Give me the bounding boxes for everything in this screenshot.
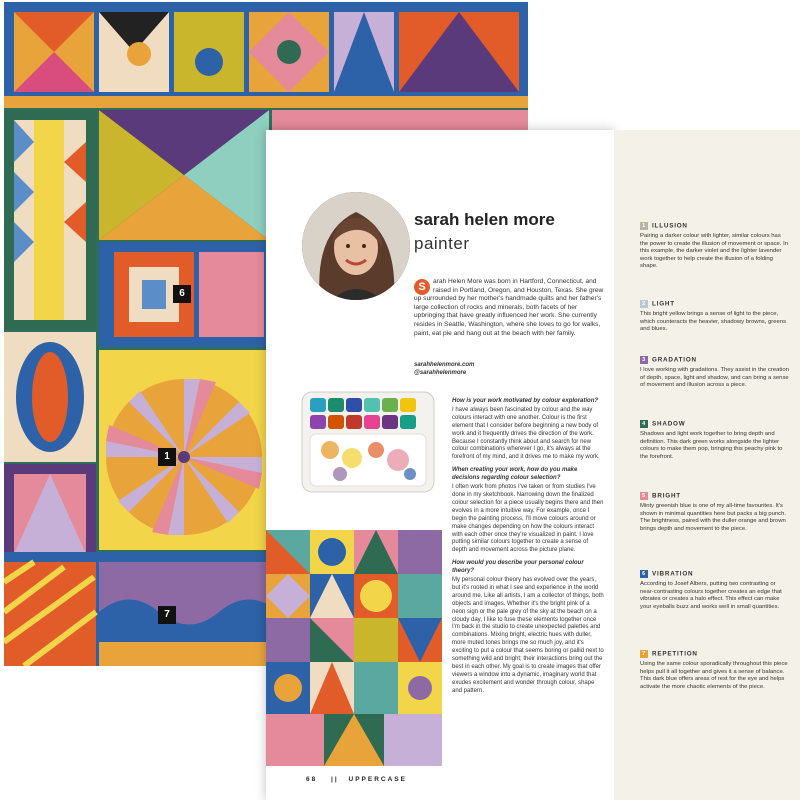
intro-text: arah Helen More was born in Hartford, Connecticut, and raised in Portland, Oregon, and Houston, Texas. She grew up surrounded by her mother's handmade quilts and her father's large collection of rocks and minerals, both facets of her upbringing that have greatly influenced her work. She currently resides in Seattle, Washington, where she loves to go for walks, paint, eat pie and hang out at the beach with her family. <box>414 278 604 337</box>
sidebar-item-text: Pairing a darker colour with lighter, similar colours has the power to create the illusion of movement or space. In this example, the darker violet and the lighter lavender work together to help create the illusion of a folding shape. <box>640 233 788 270</box>
painting-marker: 6 <box>173 285 191 303</box>
sidebar-item-title: VIBRATION <box>652 570 694 578</box>
artist-links <box>414 362 474 377</box>
drop-cap: S <box>414 279 430 295</box>
sidebar-item-title: BRIGHT <box>652 492 681 500</box>
qa-answer: I have always been fascinated by colour and the way colours interact with one another. Colour is the first element that I consider before beginning a new body of work and it frequently drives the direction of the work. Because I constantly think about and search for new colour combinations wherever I go, it's always at the forefront of my mind, and it drives me to make my work. <box>452 406 600 461</box>
magazine-page <box>266 130 614 800</box>
number-badge: 5 <box>640 492 648 500</box>
sidebar-item-title: SHADOW <box>652 420 686 428</box>
page-footer <box>306 776 407 783</box>
watercolor-palette-image <box>300 388 436 496</box>
sidebar-item-text: This bright yellow brings a sense of light to the piece, which counteracts the heavier, shadowy browns, greens and blues. <box>640 311 787 333</box>
qa-section <box>452 398 604 696</box>
pattern-artwork-image <box>266 530 442 766</box>
sidebar-item-text: Using the same colour sporadically throughout this piece helps pull it all together and gives it a sense of balance. This dark blue offers areas of rest for the eye and helps activate the more chaotic elements of the piece. <box>640 661 788 690</box>
sidebar-item-text: According to Josef Albers, putting two contrasting or near-contrasting colours together creates an edge that vibrates or creates a halo effect. This effect can make your eyeballs buzz and works well in small quantities. <box>640 581 782 610</box>
number-badge: 2 <box>640 300 648 308</box>
sidebar-item <box>640 222 790 271</box>
pattern-illustration <box>266 530 442 766</box>
sidebar-item <box>640 650 790 691</box>
page-number: 68 <box>306 776 318 783</box>
qa-answer: My personal colour theory has evolved over the years, but it's rooted in what I see and experience in the world around me. Like all artists, I am a collector of things, both objects and images. Whether it's the bright pink of a neon sign or the pale grey of the sky at the beach on a cloudy day, I like to fuse these elements together once I'm back in the studio to create unexpected palettes and combinations. Mixing bright, electric hues with duller, more muted tones brings me so much joy, and it's exciting to put a colour that seems boring or pallid next to something wild and bright; their interactions bring out the best in each other. My goal is to create images that offer viewers a window into a dynamic, imaginary world that exudes excitement and wonder through colour, shape and pattern. <box>452 577 604 694</box>
artist-handle[interactable]: @sarahhelenmore <box>414 369 467 376</box>
number-badge: 4 <box>640 420 648 428</box>
artist-website-link[interactable]: sarahhelenmore.com <box>414 362 475 368</box>
publication-name: UPPERCASE <box>348 776 407 783</box>
sidebar-item-title: GRADATION <box>652 356 697 364</box>
sidebar-item-text: Shadows and light work together to bring depth and definition. This dark green works alongside the lighter colours to make them pop, bringing this peachy pink to the forefront. <box>640 431 783 460</box>
intro-paragraph <box>414 278 604 338</box>
number-badge: 3 <box>640 356 648 364</box>
qa-answer: I often work from photos I've taken or from studies I've done in my sketchbook. Narrowing down the finalized colour selection for a piece usually begins there and then evolves in a more intuitive way. For example, once I begin the painting process, I'll move colours around or make changes depending on how the colours interact with each other once they're visualized in paint. I love putting similar colours together to create a sense of depth and movement across the picture plane. <box>452 484 604 554</box>
sidebar-item <box>640 420 790 461</box>
number-badge: 6 <box>640 570 648 578</box>
artist-name: sarah helen more <box>414 210 555 229</box>
sidebar-item-text: Minty greenish blue is one of my all-time favourites. It's shown in minimal quantities here but packs a big punch. The brightness, paired with the duller orange and brown brings depth and movement to the piece. <box>640 503 787 532</box>
artist-portrait <box>302 192 410 300</box>
sidebar-item <box>640 300 790 334</box>
divider-icon: || <box>331 776 339 783</box>
sidebar-item <box>640 492 790 533</box>
qa-question: How would you describe your personal colour theory? <box>452 560 584 575</box>
sidebar-item-text: I love working with gradations. They assist in the creation of depth, space, light and shadow, and can bring a sense of movement and illusion across a piece. <box>640 367 789 389</box>
sidebar-item-title: ILLUSION <box>652 222 688 230</box>
qa-question: When creating your work, how do you make decisions regarding colour selection? <box>452 467 578 482</box>
qa-question: How is your work motivated by colour exploration? <box>452 398 599 404</box>
artist-role: painter <box>414 234 470 253</box>
sidebar-item <box>640 570 790 611</box>
sidebar-item-title: LIGHT <box>652 300 675 308</box>
sidebar-item <box>640 356 790 390</box>
palette-illustration <box>300 388 436 496</box>
number-badge: 1 <box>640 222 648 230</box>
painting-marker: 7 <box>158 606 176 624</box>
painting-marker: 1 <box>158 448 176 466</box>
sidebar-item-title: REPETITION <box>652 650 698 658</box>
colour-notes-sidebar <box>614 130 800 800</box>
number-badge: 7 <box>640 650 648 658</box>
portrait-photo <box>302 192 410 300</box>
